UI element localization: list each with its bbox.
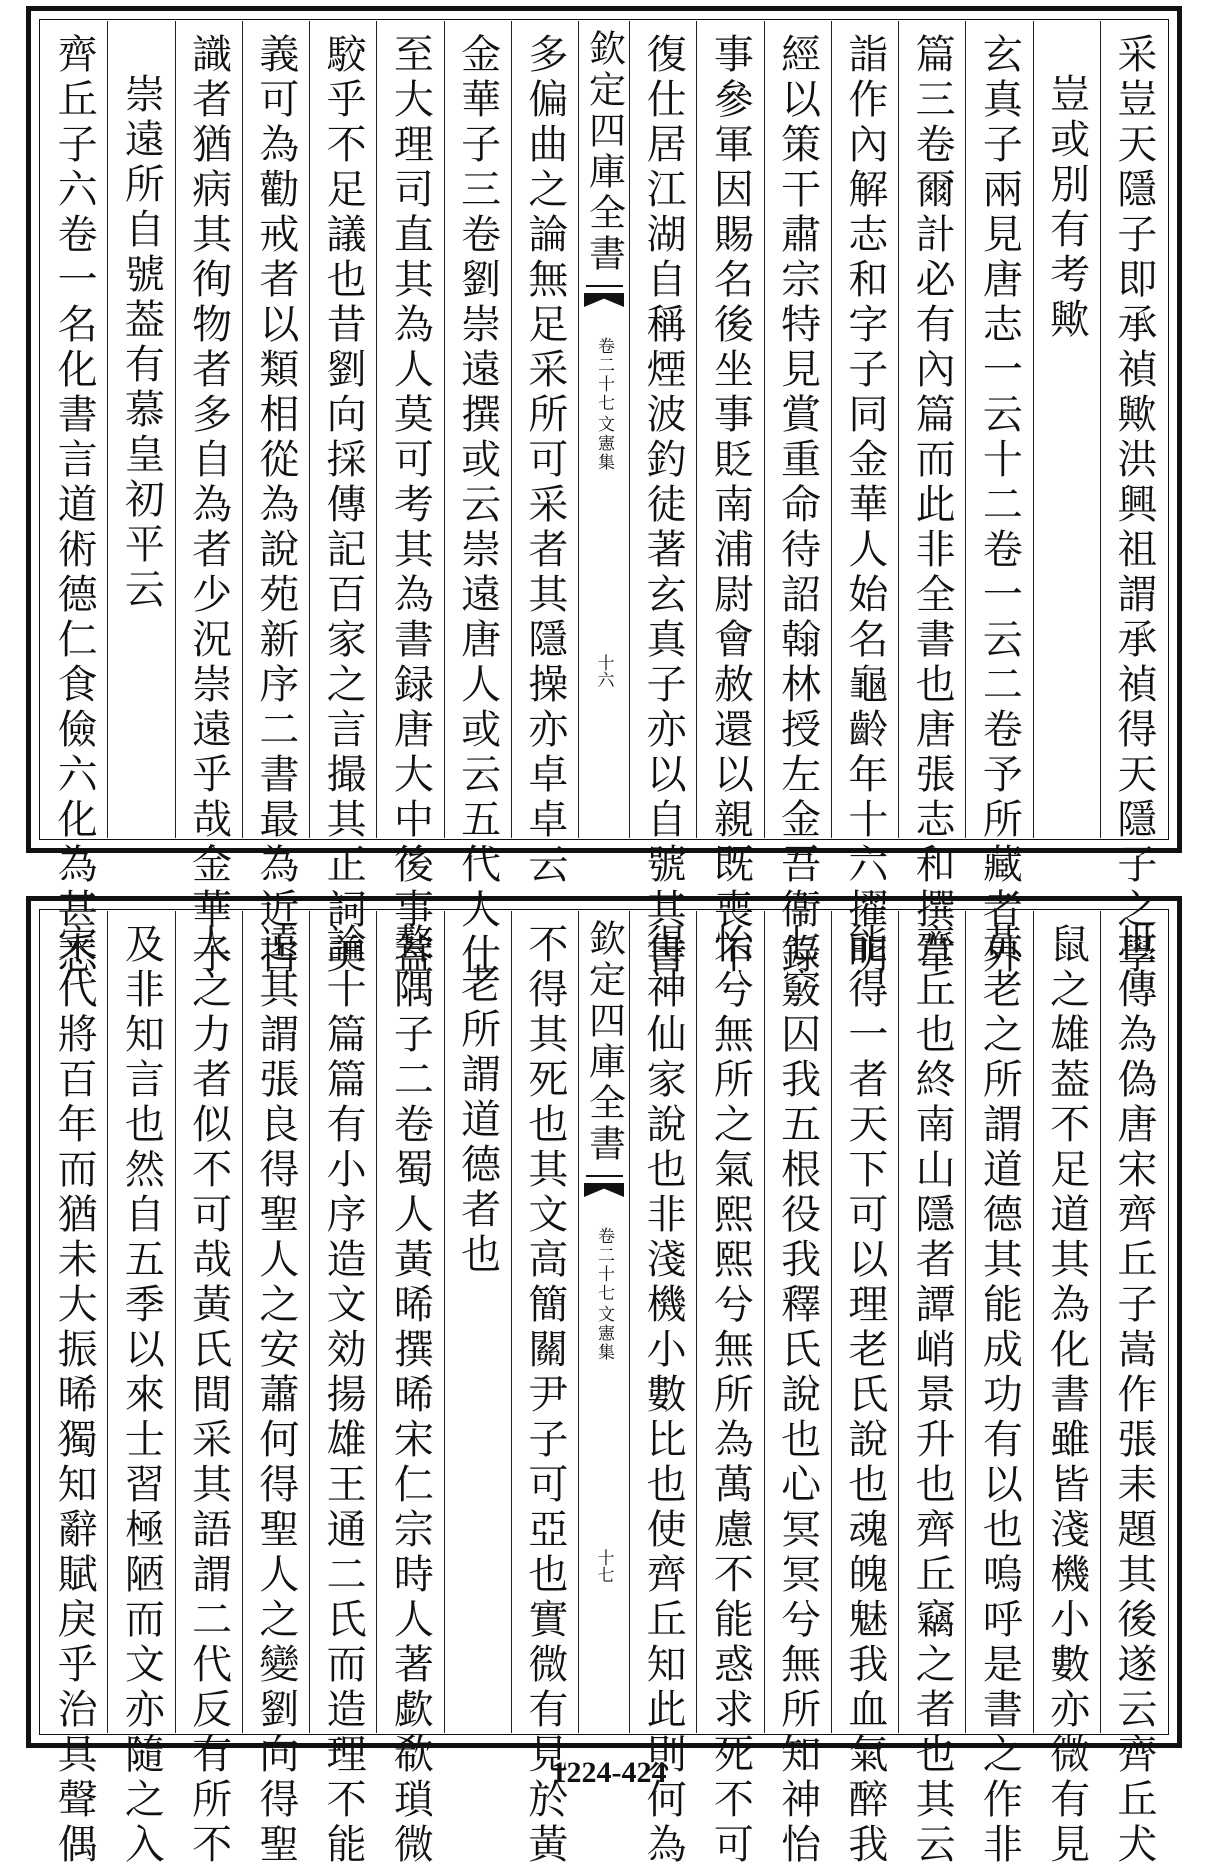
text-column: 怡兮無所之氣熙熙兮無所為萬慮不能惑求死不可 [696, 911, 763, 1733]
text-column: 七竅囚我五根役我釋氏說也心冥冥兮無所知神怡 [764, 911, 831, 1733]
text-column: 識者猶病其徇物者多自為者少況崇遠乎哉金華子 [175, 21, 242, 838]
text-column: 玄真子兩見唐志一云十二卷一云二卷予所藏者外 [965, 21, 1032, 838]
text-column: 人之力者似不可哉黃氏間采其語謂二代反有所不 [175, 911, 242, 1733]
folio-number: 十七 [593, 1549, 614, 1583]
volume-number: 卷二十七 [594, 1227, 615, 1303]
text-column: 不得其死也其文高簡關尹子可亞也實微有見於黃 [511, 911, 578, 1733]
collection-title: 欽定四庫全書 [586, 21, 623, 287]
fishtail-ornament-icon [584, 293, 624, 323]
text-column: 駮乎不足議也昔劉向採傳記百家之言撮其正詞美 [309, 21, 376, 838]
text-column: 遠其謂張良得聖人之安蕭何得聖人之變劉向得聖 [242, 911, 309, 1733]
page-number: 1224-424 [551, 1756, 667, 1789]
book-title: 文憲集 [594, 415, 615, 472]
text-column: 鼠之雄葢不足道其為化書雖皆淺機小數亦微有見 [1033, 911, 1100, 1733]
text-column: 豈或別有考歟 [1033, 21, 1100, 838]
upper-text-block [41, 21, 1167, 978]
text-column: 義可為勸戒者以類相從為說苑新序二書最為近古 [242, 21, 309, 838]
text-column: 金華子三卷劉崇遠撰或云崇遠唐人或云五代人仕 [444, 21, 511, 838]
text-column: 齊丘子六卷一名化書言道術德仁食儉六化為甚悉 [51, 33, 98, 978]
volume-number: 卷二十七 [594, 337, 615, 413]
book-volume-label [593, 1227, 615, 1362]
text-column: 齊丘也終南山隱者譚峭景升也齊丘竊之者也其云 [898, 911, 965, 1733]
text-column: 至大理司直其為人莫可考其為書録唐大中後事葢 [376, 21, 443, 838]
text-column: 篇三卷爾計必有內篇而此非全書也唐張志和撰韋 [898, 21, 965, 838]
folio-number: 十六 [593, 654, 614, 688]
collection-title: 欽定四庫全書 [586, 911, 623, 1177]
text-column: 及非知言也然自五季以來士習極陋而文亦隨之入 [107, 911, 174, 1733]
text-column: 黃老之所謂道德其能成功有以也嗚呼是書之作非 [965, 911, 1032, 1733]
text-column: 論十篇篇有小序造文効揚雄王通二氏而造理不能 [309, 911, 376, 1733]
text-column: 能得一者天下可以理老氏說也魂魄魅我血氣醉我 [831, 911, 898, 1733]
text-column: 經以策干肅宗特見賞重命待詔翰林授左金吾衞錄 [764, 21, 831, 838]
book-title: 文憲集 [594, 1305, 615, 1362]
text-column: 得神仙家說也非淺機小數比也使齊丘知此則何為 [629, 911, 696, 1733]
text-column: 復仕居江湖自稱煙波釣徒著玄真子亦以自號其書 [629, 21, 696, 838]
text-column: 采豈天隱子即承禎歟洪興祖謂承禎得天隱子之學 [1100, 21, 1167, 838]
text-column: 世傳為偽唐宋齊丘子嵩作張耒題其後遂云齊丘犬 [1100, 911, 1167, 1733]
upper-half-page [26, 6, 1182, 978]
text-column: 老所謂道德者也 [444, 911, 511, 1733]
text-column: 事參軍因賜名後坐事貶南浦尉會赦還以親既喪不 [696, 21, 763, 838]
text-column: 詣作內解志和字子同金華人始名龜齡年十六擢明 [831, 21, 898, 838]
center-fold-column [578, 911, 629, 1733]
text-column: 聱隅子二卷蜀人黃晞撰晞宋仁宗時人著歔欷瑣微 [376, 911, 443, 1733]
book-volume-label [593, 337, 615, 472]
text-column: 宋代將百年而猶未大振晞獨知辭賦戾乎治具聲偶 [51, 923, 98, 1868]
fishtail-ornament-icon [584, 1183, 624, 1213]
text-column: 多偏曲之論無足采所可采者其隱操亦卓卓云 [511, 21, 578, 838]
center-fold-column [578, 21, 629, 838]
text-column: 崇遠所自號葢有慕皇初平云 [107, 21, 174, 838]
